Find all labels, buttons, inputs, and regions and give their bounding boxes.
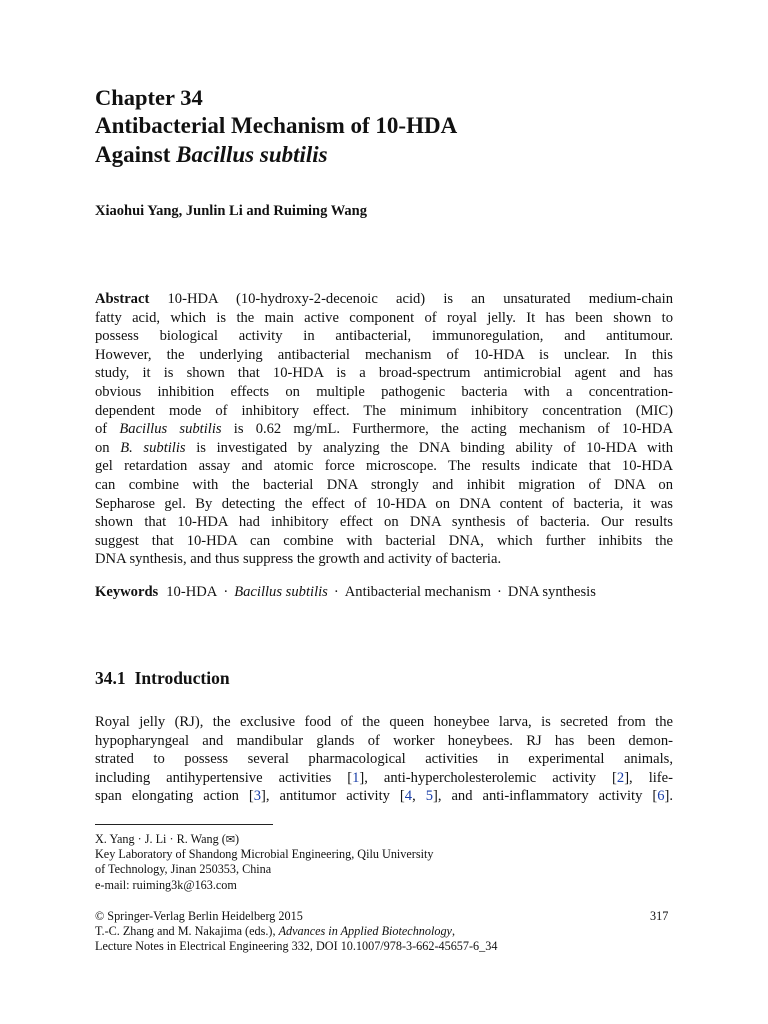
editors: T.-C. Zhang and M. Nakajima (eds.), — [95, 924, 279, 939]
keyword: 10-HDA — [166, 584, 218, 600]
intro-text: including antihypertensive activities [ — [95, 769, 353, 786]
abstract-line: of Bacillus subtilis is 0.62 mg/mL. Furthermore, the acting mechanism of 10-HDA — [95, 421, 673, 438]
intro-line: strated to possess several pharmacological activities in experimental animals, — [95, 751, 673, 768]
abstract-line: However, the underlying antibacterial mechanism of 10-HDA is unclear. In this — [95, 346, 673, 363]
title-line-2-plain: Against — [95, 141, 177, 167]
email-line[interactable]: e-mail: ruiming3k@163.com — [95, 877, 237, 892]
abstract-line — [95, 290, 673, 309]
intro-text: ], antitumor activity [ — [261, 788, 405, 805]
footnote-author-close: ) — [235, 832, 240, 846]
intro-text: span elongating action [ — [95, 788, 254, 805]
title-species: Bacillus subtilis — [176, 141, 328, 167]
author-list: Xiaohui Yang, Junlin Li and Ruiming Wang — [95, 203, 367, 219]
keyword-separator: · — [497, 584, 502, 600]
affiliation-line: Key Laboratory of Shandong Microbial Engineering, Qilu University — [95, 847, 434, 862]
title-line-1: Antibacterial Mechanism of 10-HDA — [95, 113, 458, 138]
chapter-title — [95, 112, 457, 169]
abstract — [95, 290, 673, 569]
section-number: 34.1 — [95, 668, 126, 688]
keyword-separator: · — [223, 584, 229, 600]
intro-text: ], anti-hypercholesterolemic activity [ — [359, 769, 617, 786]
section-title: Introduction — [134, 668, 230, 688]
section-heading — [95, 668, 230, 689]
intro-line — [95, 769, 673, 788]
keyword: Antibacterial mechanism — [344, 584, 492, 600]
abstract-text: 10-HDA (10-hydroxy-2-decenoic acid) is an unsaturated medium-chain — [149, 291, 673, 307]
intro-text: ], and anti-inflammatory activity [ — [432, 788, 658, 805]
keywords — [95, 584, 673, 601]
keyword: Bacillus subtilis — [234, 584, 328, 600]
keyword: DNA synthesis — [507, 584, 596, 600]
footnote-divider — [95, 824, 273, 825]
title-line-2 — [95, 141, 457, 170]
intro-line: Royal jelly (RJ), the exclusive food of the queen honeybee larva, is secreted from the — [95, 714, 673, 730]
abstract-line: possess biological activity in antibacterial, immunoregulation, and antitumour. — [95, 328, 673, 345]
intro-line: hypopharyngeal and mandibular glands of worker honeybees. RJ has been demon- — [95, 732, 673, 749]
abstract-line: study, it is shown that 10-HDA is a broad-spectrum antimicrobial agent and has — [95, 365, 673, 382]
punctuation: , — [451, 924, 456, 939]
book-title: Advances in Applied Biotechnology — [278, 924, 452, 939]
citation-link[interactable]: 1 — [352, 769, 360, 786]
copyright-block — [95, 909, 497, 955]
series-doi-line: Lecture Notes in Electrical Engineering 332, DOI 10.1007/978-3-662-45657-6_34 — [95, 939, 498, 954]
citation-link[interactable]: 2 — [616, 769, 625, 786]
footnote-author-names: X. Yang · J. Li · R. Wang ( — [95, 832, 226, 846]
footnote-authors — [95, 832, 433, 847]
abstract-line: gel retardation assay and atomic force microscope. The results indicate that 10-HDA — [95, 458, 673, 475]
intro-text: , — [412, 788, 426, 805]
citation-link[interactable]: 3 — [253, 788, 262, 805]
abstract-line: DNA synthesis, and thus suppress the growth and activity of bacteria. — [95, 551, 502, 568]
abstract-line: shown that 10-HDA had inhibitory effect on DNA synthesis of bacteria. Our results — [95, 514, 673, 531]
abstract-line: obvious inhibition effects on multiple pathogenic bacteria with a concentration- — [95, 383, 673, 400]
citation-link[interactable]: 4 — [404, 788, 413, 805]
keyword-separator: · — [333, 584, 339, 600]
abstract-line: can combine with the bacterial DNA strongly and inhibit migration of DNA on — [95, 476, 673, 493]
citation-line — [95, 924, 497, 939]
chapter-number: Chapter 34 — [95, 85, 203, 110]
intro-line — [95, 787, 673, 806]
copyright-line: © Springer-Verlag Berlin Heidelberg 2015 — [95, 909, 303, 923]
author-footnote — [95, 832, 433, 893]
envelope-icon: ✉ — [225, 833, 236, 846]
abstract-line: suggest that 10-HDA can combine with bacterial DNA, which further inhibits the — [95, 532, 673, 549]
abstract-line: fatty acid, which is the main active component of royal jelly. It has been shown to — [95, 309, 673, 326]
intro-text: ]. — [664, 788, 673, 805]
abstract-line: on B. subtilis is investigated by analyzing the DNA binding ability of 10-HDA with — [95, 439, 673, 456]
page-number: 317 — [650, 909, 669, 923]
abstract-line: Sepharose gel. By detecting the effect of 10-HDA on DNA content of bacteria, it was — [95, 495, 673, 512]
abstract-line: dependent mode of inhibitory effect. The minimum inhibitory concentration (MIC) — [95, 402, 673, 419]
introduction-paragraph — [95, 713, 673, 806]
abstract-label: Abstract — [95, 291, 150, 307]
intro-text: ], life- — [624, 769, 673, 786]
citation-link[interactable]: 5 — [425, 788, 433, 805]
citation-link[interactable]: 6 — [657, 788, 665, 805]
affiliation-line: of Technology, Jinan 250353, China — [95, 862, 272, 877]
keywords-label: Keywords — [95, 584, 159, 600]
